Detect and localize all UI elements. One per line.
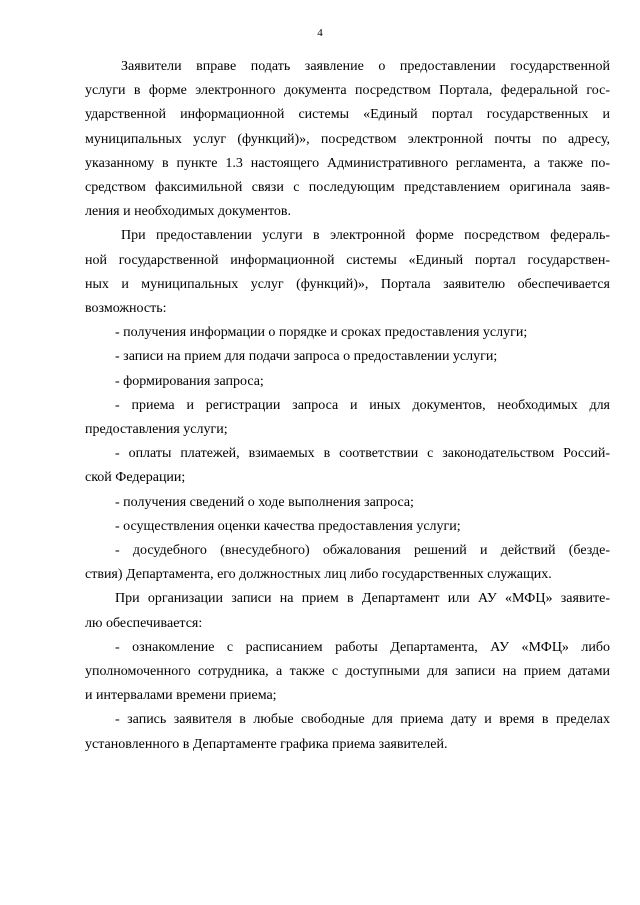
text-line: средством факсимильной связи с последующим представлением оригинала заяв-: [85, 180, 610, 196]
text-line: - запись заявителя в любые свободные для приема дату и время в пределах: [115, 712, 610, 728]
text-line: ударственной информационной системы «Единый портал государственных и: [85, 107, 610, 123]
text-line: уполномоченного сотрудника, а также с доступными для записи на прием датами: [85, 664, 610, 680]
text-line: При организации записи на прием в Департамент или АУ «МФЦ» заявите-: [115, 591, 610, 607]
paragraph: [85, 636, 610, 709]
paragraph: [85, 55, 610, 224]
paragraph: [85, 539, 610, 587]
paragraph: [85, 224, 610, 321]
text-line: муниципальных услуг (функций)», посредством электронной почты по адресу,: [85, 131, 610, 147]
text-line: - досудебного (внесудебного) обжалования решений и действий (безде-: [115, 543, 610, 559]
text-line: - приема и регистрации запроса и иных документов, необходимых для: [115, 397, 610, 413]
text-line: - получения информации о порядке и сроках предоставления услуги;: [115, 325, 528, 341]
text-line: возможность:: [85, 301, 167, 317]
paragraph: [85, 515, 610, 539]
text-line: ской Федерации;: [85, 470, 186, 486]
text-line: ствия) Департамента, его должностных лиц либо государственных служащих.: [85, 567, 552, 583]
text-line: Заявители вправе подать заявление о предоставлении государственной: [121, 59, 610, 74]
paragraph: [85, 587, 610, 635]
text-line: - ознакомление с расписанием работы Департамента, АУ «МФЦ» либо: [115, 639, 610, 655]
paragraph: [85, 345, 610, 369]
text-line: установленного в Департаменте графика приема заявителей.: [85, 736, 448, 752]
text-line: - осуществления оценки качества предоставления услуги;: [115, 518, 461, 534]
text-line: - формирования запроса;: [115, 373, 264, 389]
text-line: - получения сведений о ходе выполнения запроса;: [115, 494, 414, 510]
paragraph: [85, 442, 610, 490]
document-body: [85, 55, 610, 757]
text-line: ной государственной информационной системы «Единый портал государствен-: [85, 252, 610, 268]
text-line: - записи на прием для подачи запроса о предоставлении услуги;: [115, 349, 498, 365]
text-line: - оплаты платежей, взимаемых в соответствии с законодательством Россий-: [115, 446, 610, 462]
text-line: ных и муниципальных услуг (функций)», Портала заявителю обеспечивается: [85, 276, 610, 292]
text-line: При предоставлении услуги в электронной форме посредством федераль-: [121, 228, 610, 244]
text-line: указанному в пункте 1.3 настоящего Административного регламента, а также по-: [85, 155, 610, 171]
text-line: ления и необходимых документов.: [85, 204, 292, 220]
text-line: лю обеспечивается:: [85, 615, 203, 631]
paragraph: [85, 370, 610, 394]
text-line: предоставления услуги;: [85, 422, 228, 438]
paragraph: [85, 708, 610, 756]
text-line: услуги в форме электронного документа посредством Портала, федеральной гос-: [85, 83, 610, 99]
text-line: и интервалами времени приема;: [85, 688, 277, 704]
paragraph: [85, 491, 610, 515]
page-number: 4: [317, 27, 323, 39]
paragraph: [85, 321, 610, 345]
paragraph: [85, 394, 610, 442]
